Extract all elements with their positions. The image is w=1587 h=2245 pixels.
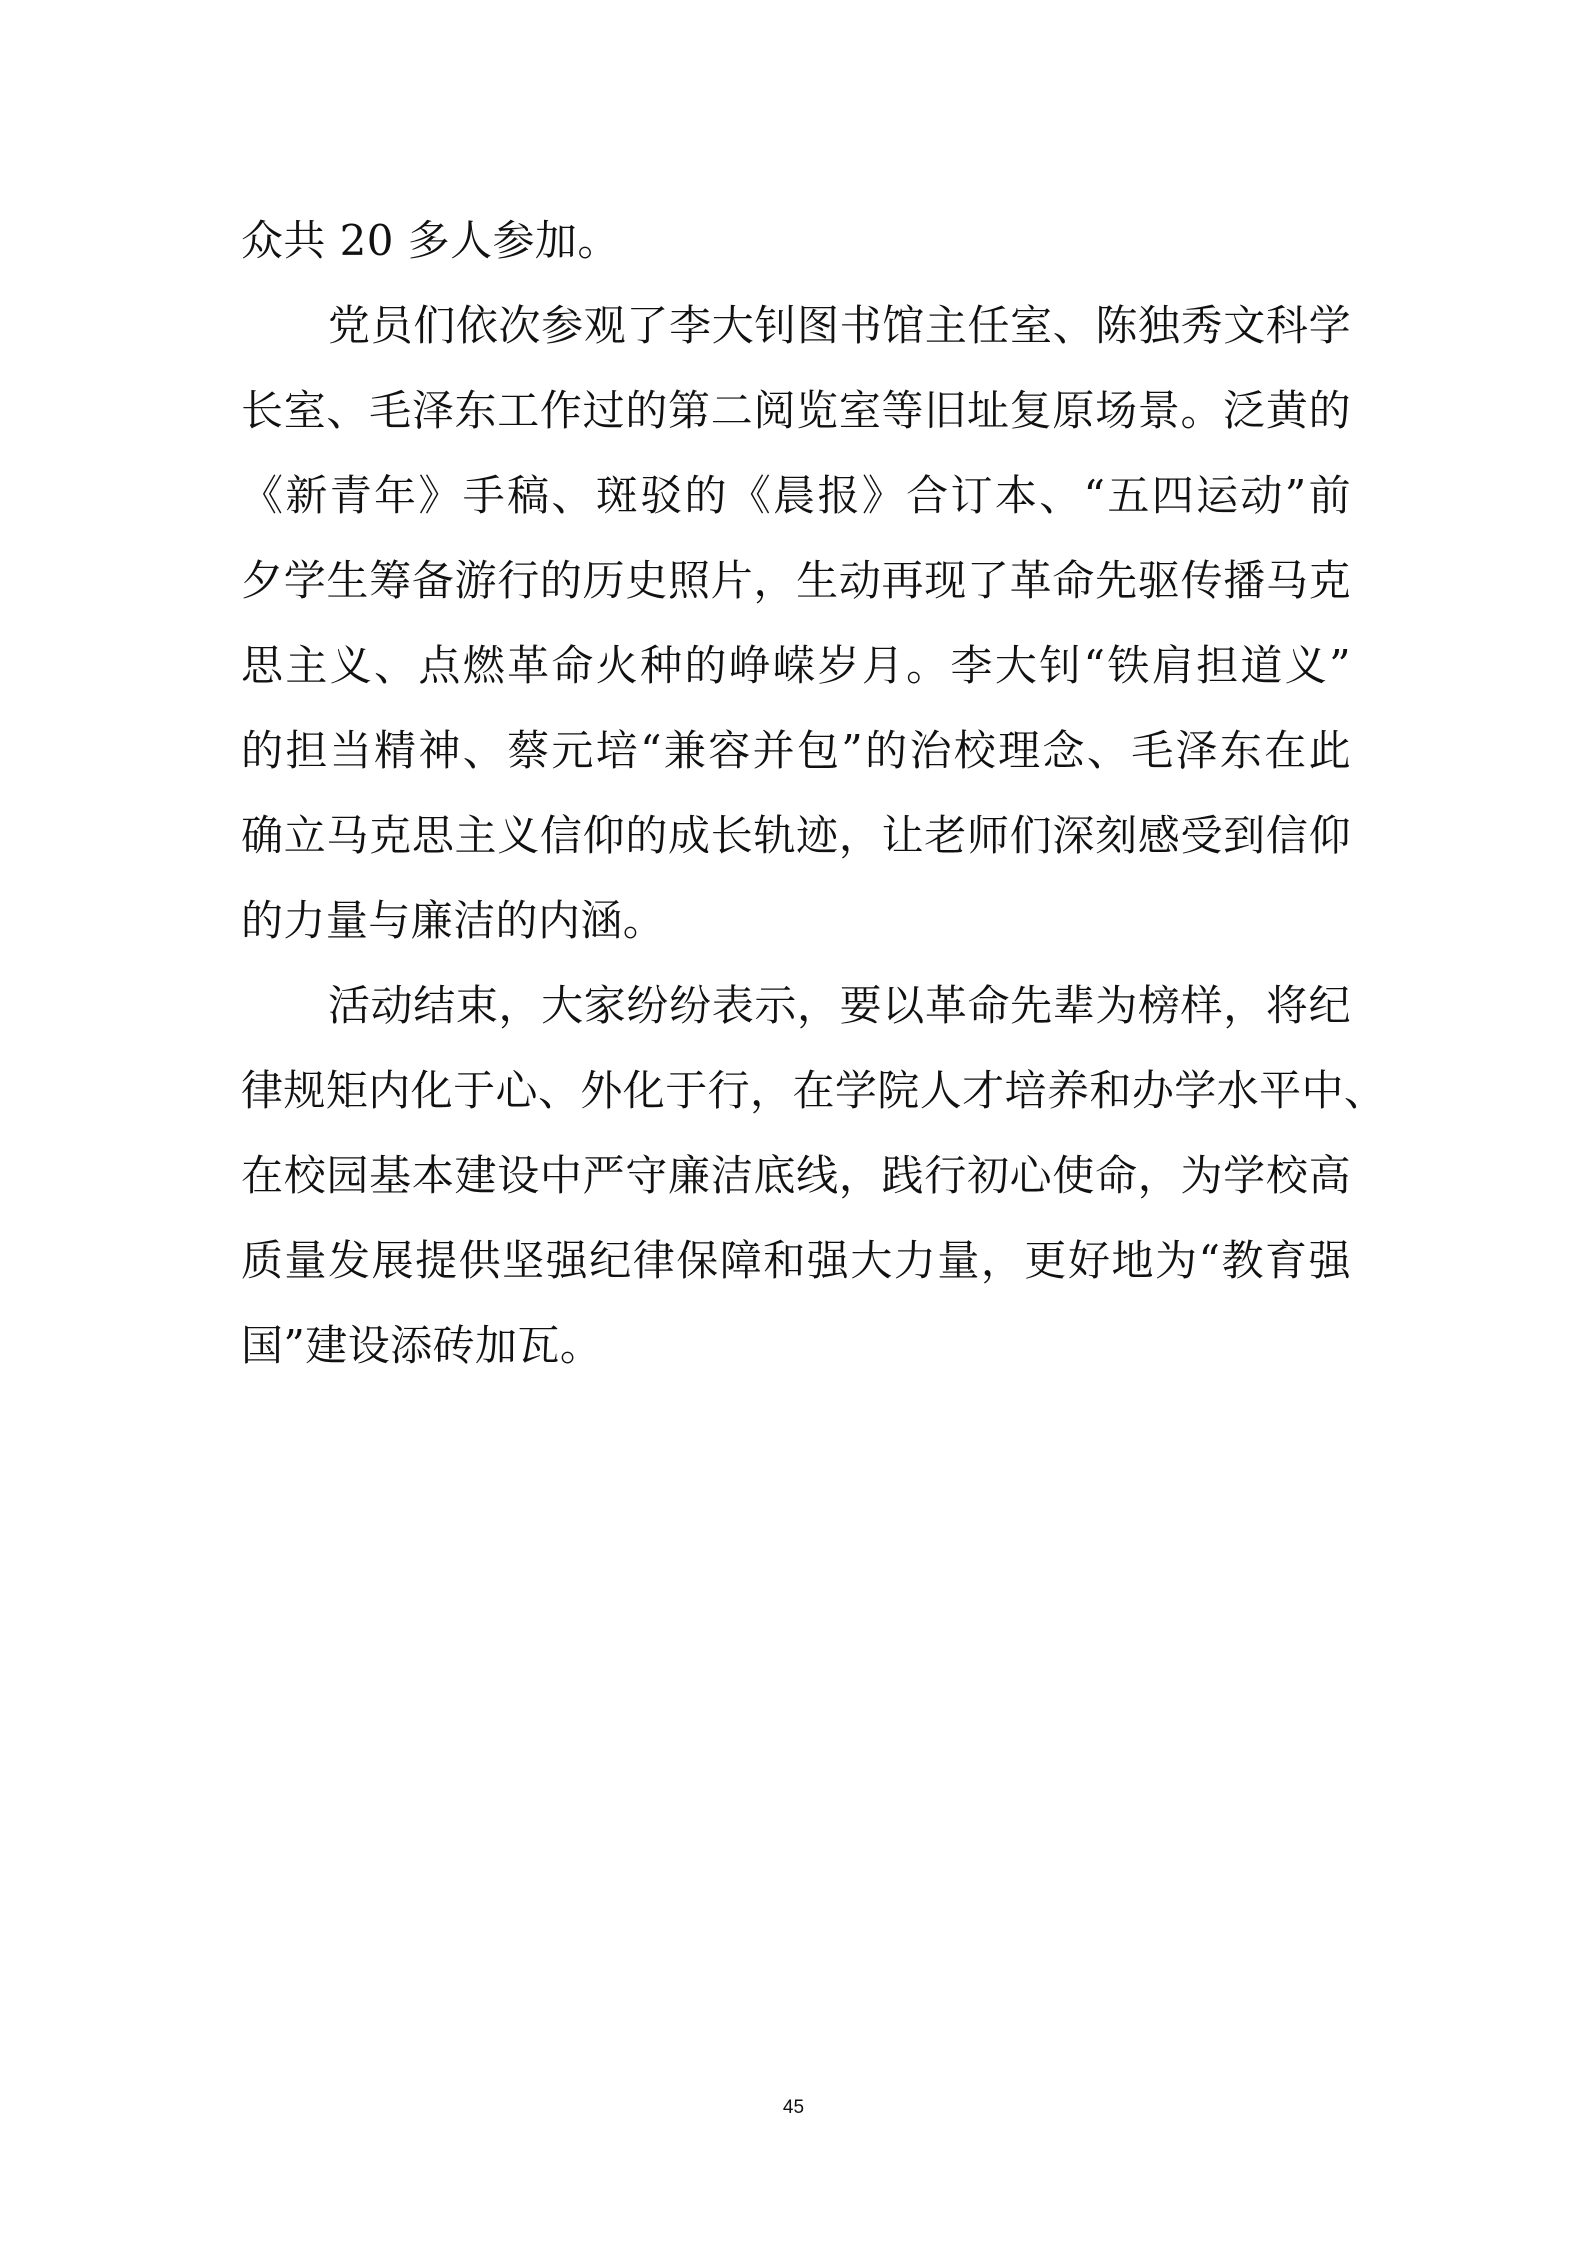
text-line: 众共 20 多人参加。	[241, 216, 620, 265]
text-line: 夕学生筹备游行的历史照片，生动再现了革命先驱传播马克	[241, 556, 1351, 605]
text-line: 律规矩内化于心、外化于行，在学院人才培养和办学水平中、	[241, 1066, 1387, 1115]
text-line: 《新青年》手稿、斑驳的《晨报》合订本、“五四运动”前	[241, 471, 1351, 520]
text-line: 的力量与廉洁的内涵。	[241, 896, 666, 945]
page-number: 45	[782, 2097, 805, 2118]
text-line: 的担当精神、蔡元培“兼容并包”的治校理念、毛泽东在此	[241, 726, 1351, 775]
text-line: 质量发展提供坚强纪律保障和强大力量，更好地为“教育强	[241, 1236, 1351, 1285]
text-line: 在校园基本建设中严守廉洁底线，践行初心使命，为学校高	[241, 1151, 1351, 1200]
text-line: 确立马克思主义信仰的成长轨迹，让老师们深刻感受到信仰	[241, 811, 1351, 860]
text-line: 国”建设添砖加瓦。	[241, 1321, 603, 1370]
body-text	[241, 198, 1387, 1388]
text-line: 思主义、点燃革命火种的峥嵘岁月。李大钊“铁肩担道义”	[241, 641, 1351, 690]
text-line: 活动结束，大家纷纷表示，要以革命先辈为榜样，将纪	[328, 981, 1351, 1030]
text-line: 长室、毛泽东工作过的第二阅览室等旧址复原场景。泛黄的	[241, 386, 1351, 435]
text-line: 党员们依次参观了李大钊图书馆主任室、陈独秀文科学	[328, 301, 1351, 350]
